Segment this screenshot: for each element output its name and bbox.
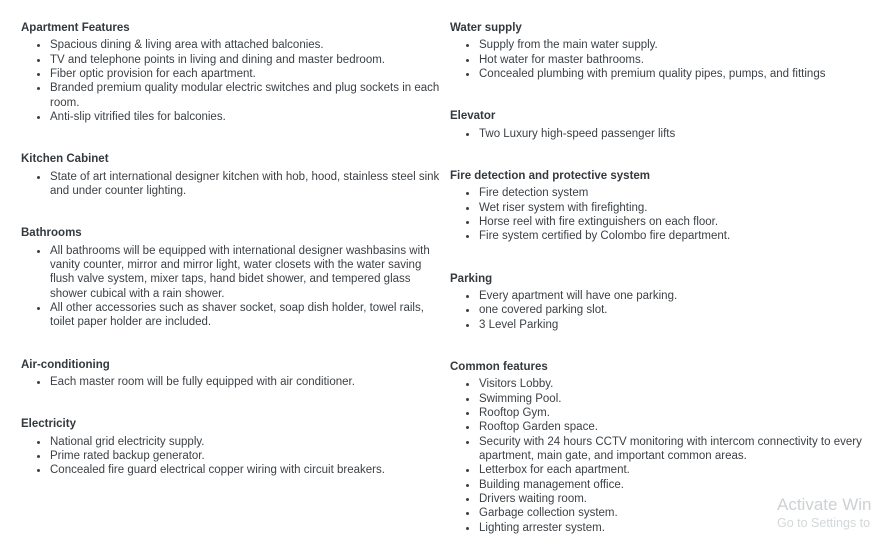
feature-item: • Horse reel with fire extinguishers on each floor. [478, 215, 871, 229]
section-heading: Electricity [21, 418, 76, 431]
section-parking [450, 272, 871, 332]
section-air-conditioning [21, 358, 444, 390]
section-heading: Common features [450, 360, 548, 373]
feature-item: • Supply from the main water supply. [478, 38, 871, 52]
feature-item: • Visitors Lobby. [478, 377, 871, 391]
feature-item: • Drivers waiting room. [478, 492, 871, 506]
section-bathrooms [21, 226, 444, 329]
section-heading: Water supply [450, 22, 522, 34]
section-heading: Kitchen Cabinet [21, 153, 109, 166]
section-kitchen-cabinet [21, 152, 444, 198]
feature-list [450, 289, 871, 332]
feature-item: • Every apartment will have one parking. [478, 289, 871, 303]
left-column [21, 21, 444, 506]
section-heading: Parking [450, 272, 493, 285]
section-water-supply [450, 21, 871, 81]
feature-item: • Concealed fire guard electrical copper wiring with circuit breakers. [49, 463, 444, 477]
feature-item: • All bathrooms will be equipped with international designer washbasins with vanity counter, mirror and mirror light, water closets with the water saving flush valve system, mixer taps, hand bidet shower, and tempered glass shower cubical with a rain shower. [49, 244, 444, 301]
feature-item: • All other accessories such as shaver socket, soap dish holder, towel rails, toilet paper holder are included. [49, 301, 444, 330]
go-to-settings-text: Go to Settings to [777, 516, 871, 530]
feature-item: • Fire detection system [478, 186, 871, 200]
feature-item: • Letterbox for each apartment. [478, 463, 871, 477]
feature-item: • Prime rated backup generator. [49, 449, 444, 463]
feature-list [450, 127, 871, 141]
feature-item: • Concealed plumbing with premium quality pipes, pumps, and fittings [478, 67, 871, 81]
feature-item: • Anti-slip vitrified tiles for balconies. [49, 110, 444, 124]
feature-item: • Two Luxury high-speed passenger lifts [478, 127, 871, 141]
feature-item: • Each master room will be fully equipped with air conditioner. [49, 375, 444, 389]
feature-item: • Wet riser system with firefighting. [478, 201, 871, 215]
feature-item: • Garbage collection system. [478, 506, 871, 520]
feature-item: • 3 Level Parking [478, 318, 871, 332]
section-common-features [450, 360, 871, 535]
section-apartment-features [21, 21, 444, 124]
feature-item: • Spacious dining & living area with attached balconies. [49, 38, 444, 52]
activate-windows-text: Activate Win [777, 495, 872, 514]
feature-item: • National grid electricity supply. [49, 435, 444, 449]
section-electricity [21, 417, 444, 477]
section-heading: Bathrooms [21, 227, 82, 240]
feature-list [450, 377, 871, 535]
feature-item: • Building management office. [478, 478, 871, 492]
feature-list [21, 435, 444, 478]
feature-list [21, 170, 444, 199]
feature-item: • TV and telephone points in living and dining and master bedroom. [49, 53, 444, 67]
feature-list [21, 38, 444, 124]
section-heading: Elevator [450, 110, 496, 123]
feature-item: • Lighting arrester system. [478, 521, 871, 535]
feature-item: • State of art international designer kitchen with hob, hood, stainless steel sink and under counter lighting. [49, 170, 444, 199]
feature-item: • Fire system certified by Colombo fire department. [478, 229, 871, 243]
feature-list [21, 244, 444, 330]
section-fire-detection [450, 169, 871, 244]
section-heading: Fire detection and protective system [450, 169, 651, 182]
feature-list [21, 375, 444, 389]
feature-list [450, 38, 871, 81]
feature-item: • one covered parking slot. [478, 303, 871, 317]
section-elevator [450, 109, 871, 141]
section-heading: Apartment Features [21, 22, 130, 34]
section-heading: Air-conditioning [21, 358, 110, 371]
feature-item: • Fiber optic provision for each apartment. [49, 67, 444, 81]
feature-item: • Hot water for master bathrooms. [478, 53, 871, 67]
feature-item: • Rooftop Gym. [478, 406, 871, 420]
feature-item: • Security with 24 hours CCTV monitoring with intercom connectivity to every apartment, main gate, and important common areas. [478, 435, 871, 464]
right-column [450, 21, 871, 539]
feature-item: • Swimming Pool. [478, 392, 871, 406]
feature-list [450, 186, 871, 243]
feature-item: • Rooftop Garden space. [478, 420, 871, 434]
feature-item: • Branded premium quality modular electric switches and plug sockets in each room. [49, 81, 444, 110]
